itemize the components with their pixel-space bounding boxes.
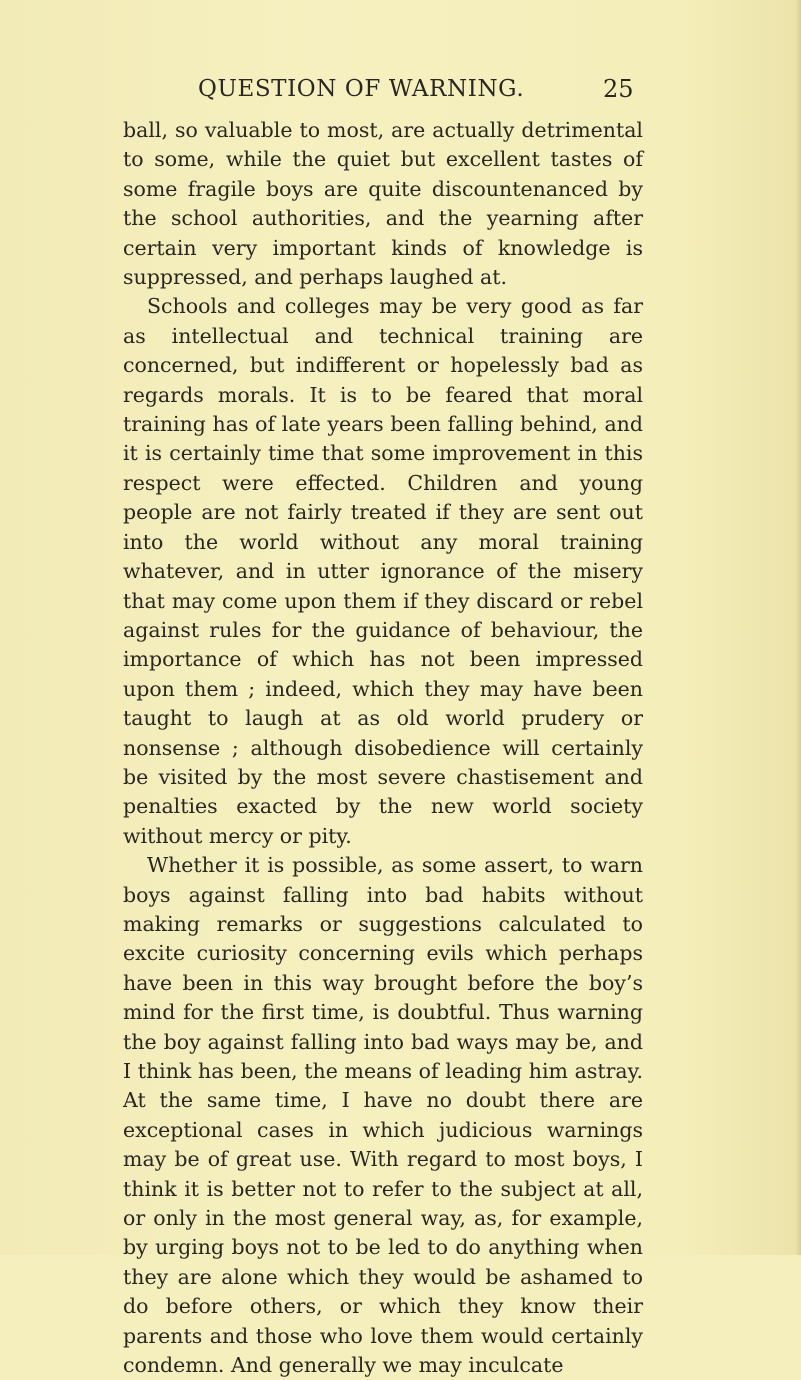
paragraph-continuation: ball, so valuable to most, are actually detrimental to some, while the quiet but excellent tastes of some fragile boys are quite discountenanced by the school authorities, and the yearning after certain very important kinds of knowledge is suppressed, and perhaps laughed at. bbox=[123, 118, 643, 290]
paragraph-schools-and-colleges: Schools and colleges may be very good as far as intellectual and technical training are concerned, but indifferent or hopelessly bad as regards morals. It is to be feared that moral training has of late years been falling behind, and it is certainly time that some improvement in this respect were effected. Children and young people are not fairly treated if they are sent out into the world without any moral training whatever, and in utter ignorance of the misery that may come upon them if they discard or rebel against rules for the guidance of behaviour, the importance of which has not been impressed upon them ; indeed, which they may have been taught to laugh at as old world prudery or nonsense ; although disobedience will certainly be visited by the most severe chastisement and penalties exacted by the new world society without mercy or pity. bbox=[123, 294, 643, 848]
body-text bbox=[123, 116, 643, 1380]
paragraph-whether-warning: Whether it is possible, as some assert, to warn boys against falling into bad habits without making remarks or suggestions calculated to excite curiosity concerning evils which perhaps have been in this way brought before the boy’s mind for the first time, is doubtful. Thus warning the boy against falling into bad ways may be, and I think has been, the means of leading him astray. At the same time, I have no doubt there are exceptional cases in which judicious warnings may be of great use. With regard to most boys, I think it is better not to refer to the subject at all, or only in the most general way, as, for example, by urging boys not to be led to do anything when they are alone which they would be ashamed to do before others, or which they know their parents and those who love them would certainly condemn. And generally we may inculcate bbox=[123, 853, 643, 1378]
page-edge-shadow bbox=[795, 0, 801, 1255]
page-number: 25 bbox=[603, 75, 634, 103]
running-head bbox=[0, 72, 801, 106]
running-head-title: QUESTION OF WARNING. bbox=[198, 76, 525, 102]
